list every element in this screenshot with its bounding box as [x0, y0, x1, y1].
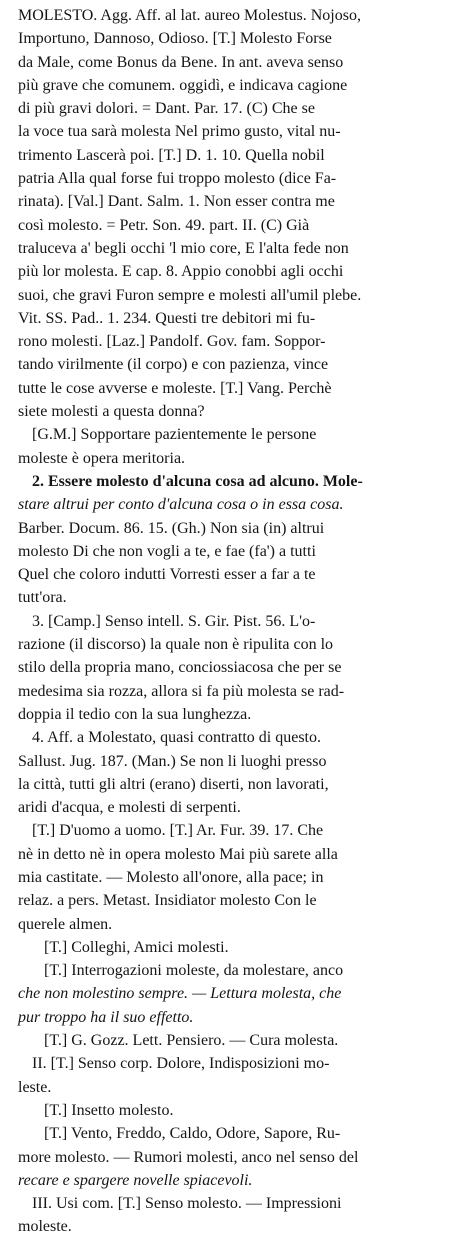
entry-line: di più gravi dolori. = Dant. Par. 17. (C) Che se	[18, 100, 315, 118]
entry-line: più lor molesta. E cap. 8. Appio conobbi agli occhi	[18, 263, 344, 281]
entry-line: pur troppo ha il suo effetto.	[18, 1008, 194, 1026]
entry-line: la voce tua sarà molesta Nel primo gusto, vital nu-	[18, 123, 341, 141]
entry-line: tando virilmente (il corpo) e con pazienza, vince	[18, 356, 329, 374]
entry-line: la città, tutti gli altri (erano) diserti, non lavorati,	[18, 775, 329, 793]
entry-line: MOLESTO. Agg. Aff. al lat. aureo Molestus. Nojoso,	[18, 7, 361, 24]
entry-line: rinata). [Val.] Dant. Salm. 1. Non esser contra me	[18, 193, 335, 211]
entry-line: [T.] Colleghi, Amici molesti.	[44, 938, 229, 956]
entry-line: tutt'ora.	[18, 589, 67, 607]
entry-line: stare altrui per conto d'alcuna cosa o in essa cosa.	[18, 496, 344, 514]
entry-line: Importuno, Dannoso, Odioso. [T.] Molesto Forse	[18, 30, 332, 48]
entry-line: querele almen.	[18, 915, 113, 933]
entry-line: moleste.	[18, 1218, 72, 1236]
entry-line: [T.] G. Gozz. Lett. Pensiero. — Cura molesta.	[44, 1032, 339, 1050]
entry-line: leste.	[18, 1078, 52, 1096]
sense-heading-3: 3. [Camp.] Senso intell. S. Gir. Pist. 56. L'o-	[32, 612, 316, 630]
entry-line: recare e spargere novelle spiacevoli.	[18, 1171, 253, 1189]
entry-line: così molesto. = Petr. Son. 49. part. II. (C) Già	[18, 216, 310, 234]
entry-line: medesima sia rozza, allora si fa più molesta se rad-	[18, 682, 345, 700]
sense-heading-III: III. Usi com. [T.] Senso molesto. — Impressioni	[32, 1195, 342, 1213]
entry-line: razione (il discorso) la quale non è ripulita con lo	[18, 636, 334, 654]
entry-line: che non molestino sempre. — Lettura molesta, che	[18, 985, 342, 1003]
entry-line: nè in detto nè in opera molesto Mai più sarete alla	[18, 845, 338, 863]
entry-line: [T.] Insetto molesto.	[44, 1101, 174, 1119]
entry-line: [T.] Interrogazioni moleste, da molestare, anco	[44, 962, 344, 980]
entry-line: suoi, che gravi Furon sempre e molesti all'umil plebe.	[18, 286, 362, 304]
entry-line: tutte le cose avverse e moleste. [T.] Vang. Perchè	[18, 379, 332, 397]
entry-line: [G.M.] Sopportare pazientemente le persone	[32, 426, 317, 444]
sense-heading-II: II. [T.] Senso corp. Dolore, Indisposizioni mo-	[32, 1055, 330, 1073]
entry-line: traluceva a' begli occhi 'l mio core, E l'alta fede non	[18, 239, 349, 257]
entry-line: rono molesti. [Laz.] Pandolf. Gov. fam. Soppor-	[18, 333, 326, 351]
entry-line: da Male, come Bonus da Bene. In ant. aveva senso	[18, 53, 344, 71]
entry-line: patria Alla qual forse fui troppo molesto (dice Fa-	[18, 170, 337, 188]
entry-line: [T.] Vento, Freddo, Caldo, Odore, Sapore, Ru-	[44, 1125, 341, 1143]
sense-heading-4: 4. Aff. a Molestato, quasi contratto di questo.	[32, 729, 321, 747]
entry-line: trimento Lascerà poi. [T.] D. 1. 10. Quella nobil	[18, 146, 325, 164]
sense-heading-2: 2. Essere molesto d'alcuna cosa ad alcuno. Mole-	[32, 472, 363, 490]
entry-line: più grave che comunem. oggidì, e indicava cagione	[18, 76, 348, 94]
entry-line: Barber. Docum. 86. 15. (Gh.) Non sia (in) altrui	[18, 519, 325, 537]
entry-line: [T.] D'uomo a uomo. [T.] Ar. Fur. 39. 17. Che	[32, 822, 324, 840]
entry-line: Quel che coloro indutti Vorresti esser a far a te	[18, 566, 316, 584]
entry-line: stilo della propria mano, conciossiacosa che per se	[18, 659, 342, 677]
entry-line: molesto Di che non vogli a te, e fae (fa') a tutti	[18, 542, 316, 560]
entry-line: moleste è opera meritoria.	[18, 449, 186, 467]
entry-line: more molesto. — Rumori molesti, anco nel senso del	[18, 1148, 359, 1166]
entry-line: aridi d'acqua, e molesti di serpenti.	[18, 799, 241, 817]
entry-line: Sallust. Jug. 187. (Man.) Se non li luoghi presso	[18, 752, 327, 770]
entry-line: Vit. SS. Pad.. 1. 234. Questi tre debitori mi fu-	[18, 309, 316, 327]
entry-line: doppia il tedio con la sua lunghezza.	[18, 705, 252, 723]
entry-line: mia castitate. — Molesto all'onore, alla pace; in	[18, 868, 324, 886]
entry-line: siete molesti a questa donna?	[18, 403, 205, 421]
entry-line: relaz. a pers. Metast. Insidiator molesto Con le	[18, 892, 317, 910]
